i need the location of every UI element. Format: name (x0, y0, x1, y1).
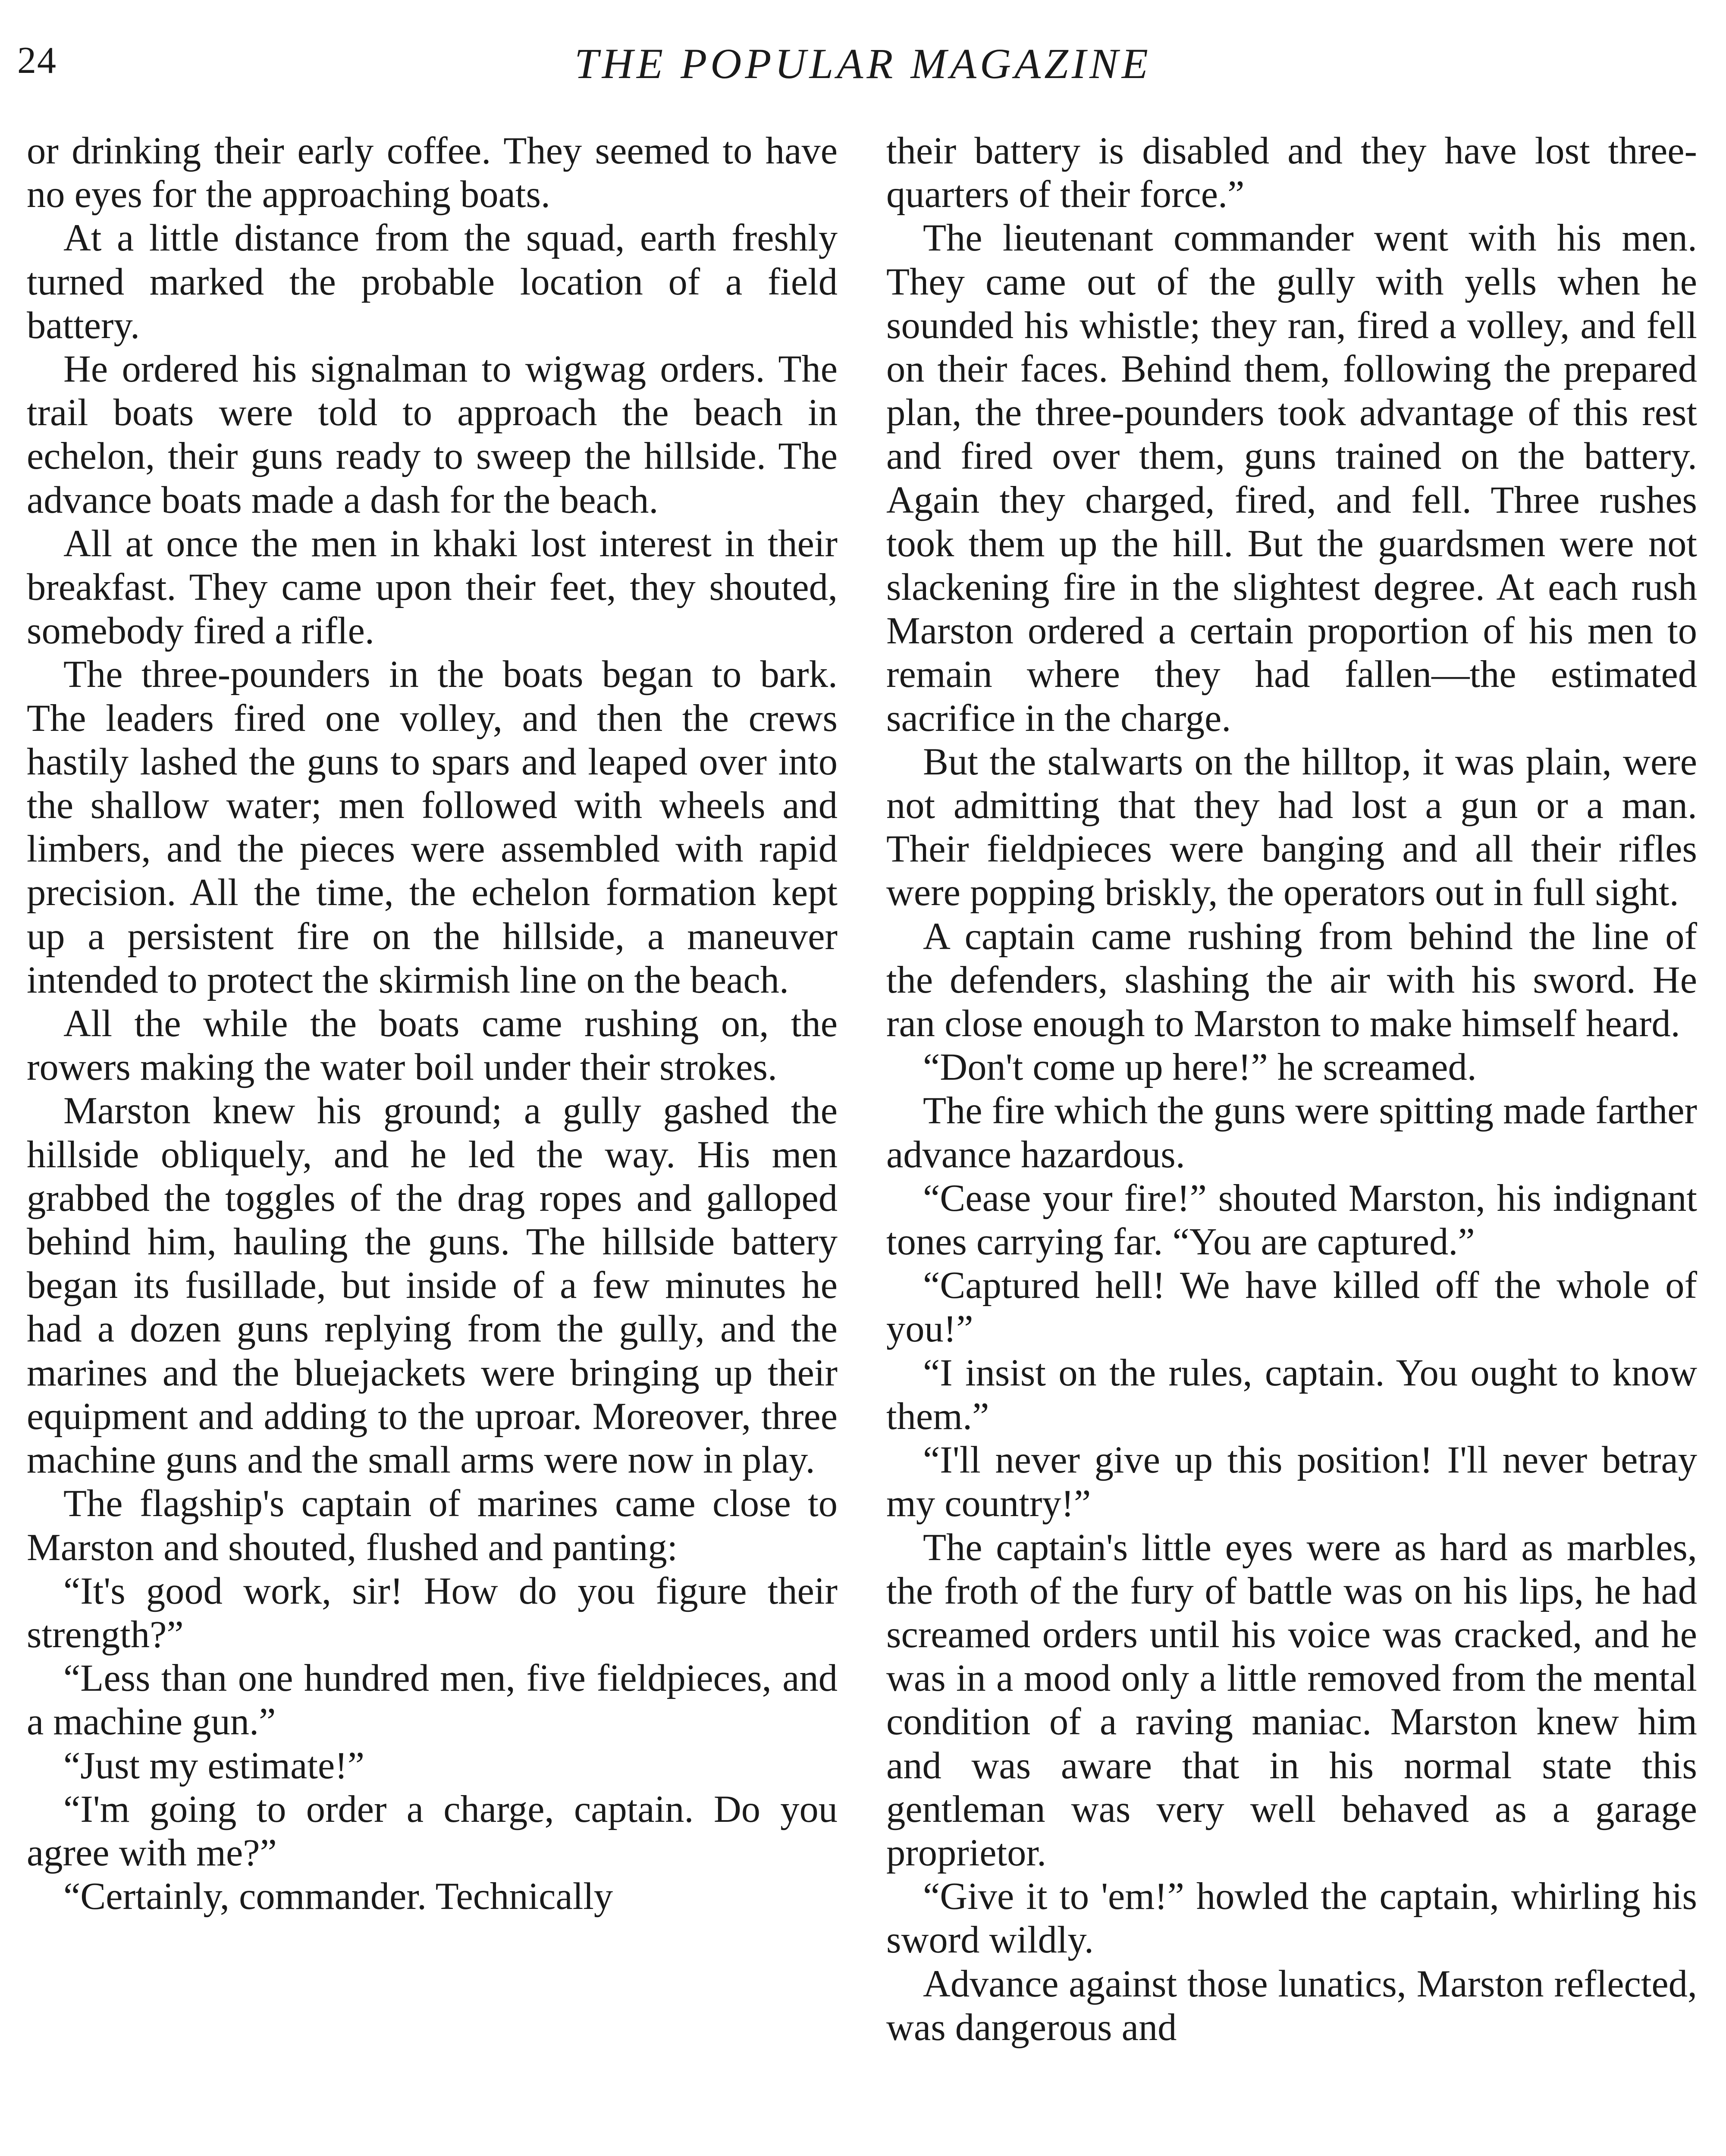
paragraph: The lieutenant commander went with his men. They came out of the gully with yells when he sounded his whistle; they ran, fired a volley, and fell on their faces. Behind them, following the prepared plan, the three-pounders took advantage of this rest and fired over them, guns trained on the battery. Again they charged, fired, and fell. Three rushes took them up the hill. But the guardsmen were not slackening fire in the slightest degree. At each rush Marston ordered a certain proportion of his men to remain where they had fallen—the estimated sacrifice in the charge. (886, 217, 1697, 740)
paragraph: Marston knew his ground; a gully gashed the hillside obliquely, and he led the way. His men grabbed the toggles of the drag ropes and galloped behind him, hauling the guns. The hillside battery began its fusillade, but inside of a few minutes he had a dozen guns replying from the gully, and the marines and the bluejackets were bringing up their equipment and adding to the uproar. Moreover, three machine guns and the small arms were now in play. (27, 1090, 838, 1482)
paragraph: “I'm going to order a charge, captain. Do you agree with me?” (27, 1788, 838, 1874)
paragraph: The three-pounders in the boats began to bark. The leaders fired one volley, and then the crews hastily lashed the guns to spars and leaped over into the shallow water; men followed with wheels and limbers, and the pieces were assembled with rapid precision. All the time, the echelon formation kept up a persistent fire on the hillside, a maneuver intended to protect the skirmish line on the beach. (27, 653, 838, 1001)
paragraph: At a little distance from the squad, earth freshly turned marked the probable location of a field battery. (27, 217, 838, 347)
paragraph: “I insist on the rules, captain. You ought to know them.” (886, 1351, 1697, 1438)
paragraph: He ordered his signalman to wigwag orders. The trail boats were told to approach the beach in echelon, their guns ready to sweep the hillside. The advance boats made a dash for the beach. (27, 348, 838, 521)
page-number: 24 (17, 40, 57, 81)
paragraph: “I'll never give up this position! I'll never betray my country!” (886, 1439, 1697, 1525)
paragraph: The fire which the guns were spitting made farther advance hazardous. (886, 1090, 1697, 1176)
page-header (17, 39, 1709, 108)
paragraph: The flagship's captain of marines came close to Marston and shouted, flushed and panting: (27, 1482, 838, 1569)
paragraph: “Just my estimate!” (63, 1744, 364, 1787)
magazine-title: THE POPULAR MAGAZINE (574, 40, 1152, 88)
paragraph: “It's good work, sir! How do you figure their strength?” (27, 1570, 838, 1656)
paragraph: “Certainly, commander. Technically (63, 1875, 613, 1918)
paragraph: Advance against those lunatics, Marston reflected, was dangerous and (886, 1962, 1697, 2049)
paragraph: or drinking their early coffee. They seemed to have no eyes for the approaching boats. (27, 130, 838, 216)
paragraph: their battery is disabled and they have lost three-quarters of their force.” (886, 130, 1697, 216)
left-column (27, 129, 838, 1918)
paragraph: “Cease your fire!” shouted Marston, his indignant tones carrying far. “You are captured.” (886, 1177, 1697, 1263)
paragraph: All the while the boats came rushing on, the rowers making the water boil under their strokes. (27, 1003, 838, 1089)
right-column (886, 129, 1697, 2049)
paragraph: “Captured hell! We have killed off the whole of you!” (886, 1264, 1697, 1351)
paragraph: “Don't come up here!” he screamed. (923, 1046, 1477, 1089)
paragraph: But the stalwarts on the hilltop, it was plain, were not admitting that they had lost a gun or a man. Their fieldpieces were banging and all their rifles were popping briskly, the operators out in full sight. (886, 740, 1697, 914)
paragraph: “Give it to 'em!” howled the captain, whirling his sword wildly. (886, 1875, 1697, 1962)
paragraph: The captain's little eyes were as hard as marbles, the froth of the fury of battle was on his lips, he had screamed orders until his voice was cracked, and he was in a mood only a little removed from the mental condition of a raving maniac. Marston knew him and was aware that in his normal state this gentleman was very well behaved as a garage proprietor. (886, 1526, 1697, 1874)
paragraph: “Less than one hundred men, five fieldpieces, and a machine gun.” (27, 1657, 838, 1743)
paragraph: All at once the men in khaki lost interest in their breakfast. They came upon their feet, they shouted, somebody fired a rifle. (27, 522, 838, 652)
paragraph: A captain came rushing from behind the line of the defenders, slashing the air with his sword. He ran close enough to Marston to make himself heard. (886, 915, 1697, 1045)
